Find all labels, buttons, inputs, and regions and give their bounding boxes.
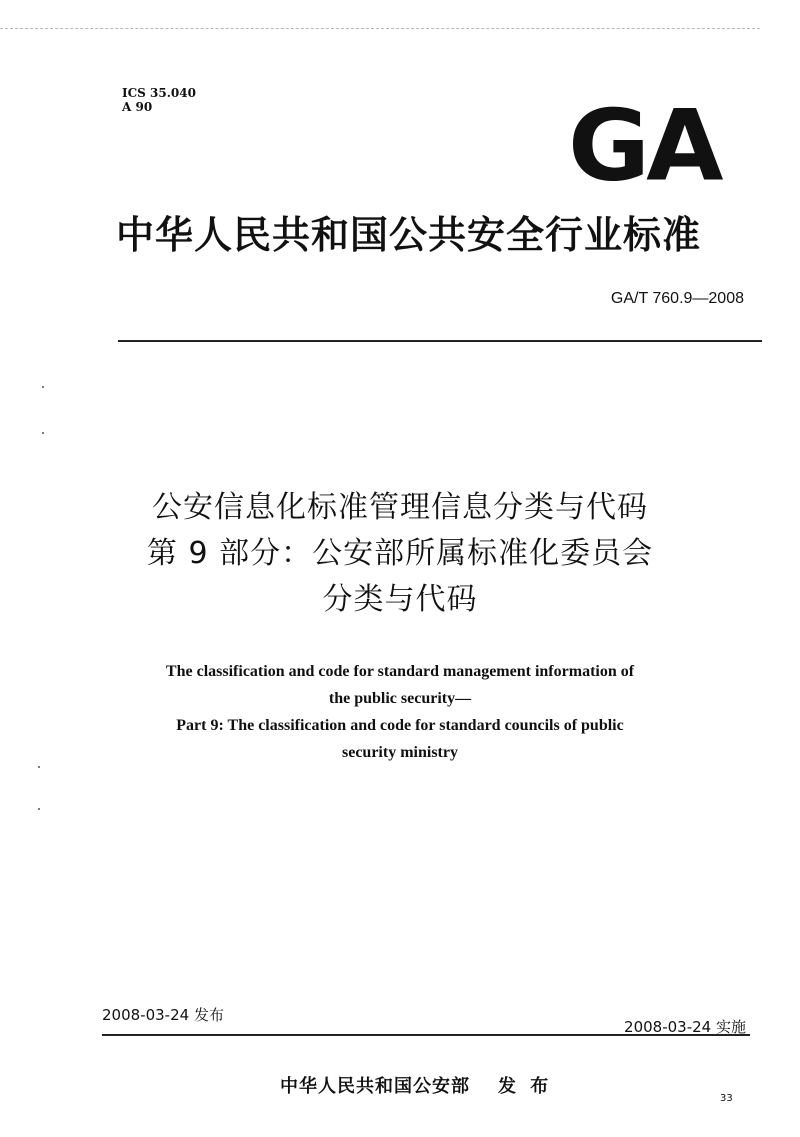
english-title-line: the public security— xyxy=(328,690,472,707)
ga-logo: GA xyxy=(568,88,720,203)
margin-mark xyxy=(38,808,40,810)
chinese-title-line: 第 9 部分：公安部所属标准化委员会 xyxy=(146,536,654,571)
header-divider xyxy=(118,340,762,342)
english-title-line: Part 9: The classification and code for standard councils of public xyxy=(176,717,624,734)
standard-code: GA/T 760.9—2008 xyxy=(610,290,744,307)
standard-name: 中华人民共和国公共安全行业标准 xyxy=(116,213,702,257)
margin-mark xyxy=(38,766,40,768)
issuer-name: 中华人民共和国公安部 xyxy=(280,1076,470,1097)
page-number: 33 xyxy=(720,1093,733,1104)
issuer-action: 发 布 xyxy=(498,1076,553,1097)
english-title-line: The classification and code for standard management information of xyxy=(165,663,635,680)
footer-divider xyxy=(102,1034,750,1036)
english-title xyxy=(0,658,800,766)
ics-code: ICS 35.040 xyxy=(122,86,196,100)
english-title-line: security ministry xyxy=(342,744,458,761)
ccs-code: A 90 xyxy=(122,100,153,114)
margin-mark xyxy=(42,432,44,434)
scan-edge-line xyxy=(0,28,760,29)
issue-date: 2008-03-24 发布 xyxy=(102,1006,224,1024)
chinese-title-line: 公安信息化标准管理信息分类与代码 xyxy=(152,490,648,525)
issuer-line xyxy=(280,1072,552,1098)
chinese-title xyxy=(0,485,800,623)
classification-block xyxy=(122,86,196,114)
effective-date: 2008-03-24 实施 xyxy=(624,1018,746,1036)
margin-mark xyxy=(42,386,44,388)
chinese-title-line: 分类与代码 xyxy=(322,582,478,617)
